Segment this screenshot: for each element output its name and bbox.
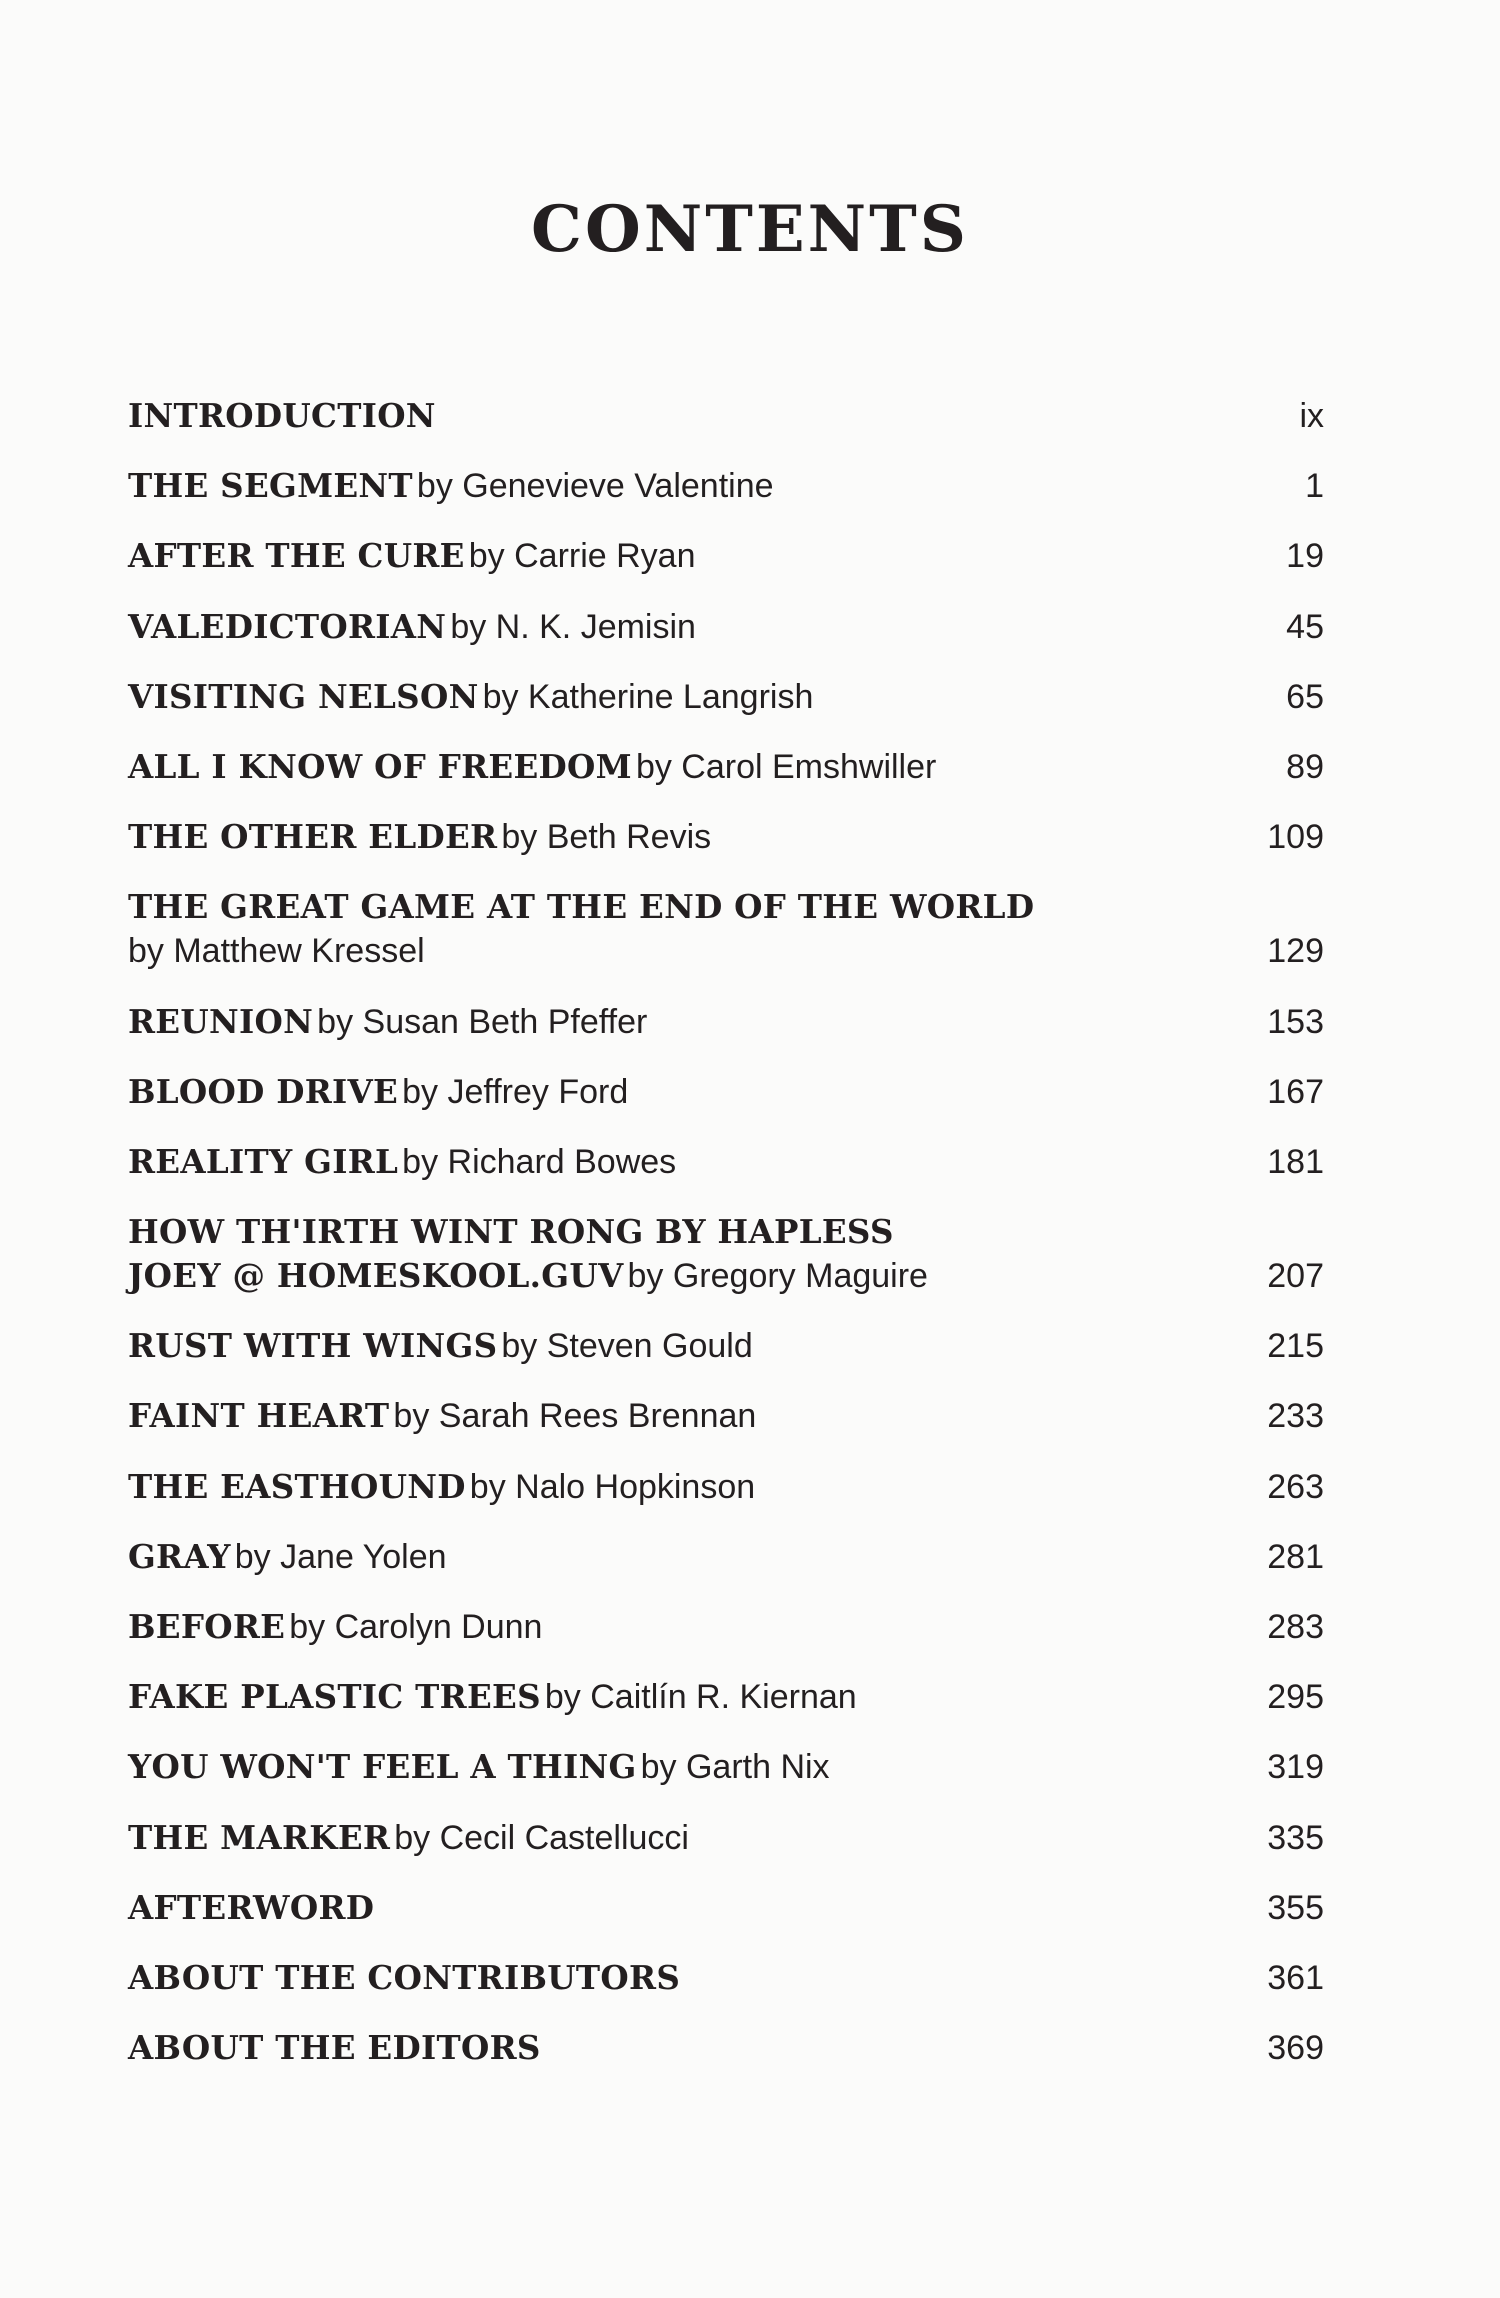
toc-entry: [128, 1394, 1324, 1438]
entry-page: 355: [1267, 1888, 1324, 1927]
entry-author: by Carrie Ryan: [468, 537, 696, 576]
entry-title: BLOOD DRIVE: [128, 1071, 399, 1111]
entry-page: 207: [1267, 1257, 1324, 1296]
page-title: CONTENTS: [531, 192, 969, 267]
entry-title: THE MARKER: [128, 1817, 391, 1857]
entry-page: 181: [1267, 1142, 1324, 1181]
entry-title: THE EASTHOUND: [128, 1466, 466, 1506]
entry-title: HOW TH'IRTH WINT RONG BY HAPLESS: [128, 1212, 894, 1252]
entry-title: AFTERWORD: [128, 1887, 375, 1927]
toc-entry: [128, 1886, 1324, 1930]
entry-author: by N. K. Jemisin: [450, 607, 696, 646]
entry-page: 129: [1267, 932, 1324, 971]
toc-entry: [128, 815, 1324, 859]
toc-entry: [128, 2026, 1324, 2070]
entry-author: by Jeffrey Ford: [402, 1072, 629, 1111]
entry-page: 45: [1286, 607, 1324, 646]
entry-author: by Carol Emshwiller: [635, 747, 937, 786]
entry-page: 263: [1267, 1467, 1324, 1506]
entry-title: ABOUT THE EDITORS: [128, 2028, 541, 2068]
entry-author: by Matthew Kressel: [128, 932, 425, 971]
entry-page: 335: [1267, 1818, 1324, 1857]
table-of-contents: [128, 394, 1324, 2096]
toc-entry: [128, 1675, 1324, 1719]
entry-page: 369: [1267, 2029, 1324, 2068]
entry-author: by Genevieve Valentine: [416, 467, 774, 506]
toc-entry: [128, 1324, 1324, 1368]
entry-title-continued: JOEY @ HOMESKOOL.GUV: [128, 1256, 624, 1296]
entry-title: BEFORE: [128, 1607, 286, 1646]
entry-title: VALEDICTORIAN: [128, 606, 447, 646]
entry-page: 233: [1267, 1397, 1324, 1436]
entry-author: by Nalo Hopkinson: [469, 1467, 756, 1506]
toc-entry: [128, 1816, 1324, 1860]
toc-entry: [128, 1745, 1324, 1789]
toc-entry: [128, 464, 1324, 508]
entry-author: by Cecil Castellucci: [394, 1818, 689, 1857]
entry-author: by Steven Gould: [501, 1327, 753, 1366]
entry-author: by Katherine Langrish: [482, 677, 814, 716]
entry-title: AFTER THE CURE: [128, 536, 465, 576]
entry-page: 283: [1267, 1608, 1324, 1646]
entry-author: by Caitlín R. Kiernan: [544, 1678, 857, 1717]
entry-title: THE OTHER ELDER: [128, 817, 498, 857]
toc-entry: [128, 1210, 1324, 1298]
toc-entry: [128, 745, 1324, 789]
toc-entry: [128, 675, 1324, 719]
entry-page: ix: [1299, 397, 1324, 435]
entry-title: FAKE PLASTIC TREES: [128, 1677, 541, 1717]
entry-page: 215: [1267, 1327, 1324, 1366]
entry-title: RUST WITH WINGS: [128, 1326, 498, 1366]
toc-entry: [128, 885, 1324, 973]
entry-title: THE SEGMENT: [128, 466, 413, 506]
entry-page: 361: [1267, 1958, 1324, 1997]
entry-author: by Susan Beth Pfeffer: [317, 1002, 648, 1041]
toc-entry: [128, 1605, 1324, 1649]
toc-entry: [128, 605, 1324, 649]
toc-entry: [128, 1070, 1324, 1114]
entry-page: 319: [1267, 1748, 1324, 1787]
entry-page: 167: [1267, 1072, 1324, 1111]
entry-page: 19: [1286, 537, 1324, 576]
entry-title: GRAY: [128, 1536, 231, 1576]
entry-title: YOU WON'T FEEL A THING: [128, 1747, 637, 1787]
entry-title: VISITING NELSON: [128, 676, 479, 716]
entry-author: by Jane Yolen: [234, 1537, 447, 1576]
toc-entry: [128, 394, 1324, 438]
toc-entry: [128, 534, 1324, 578]
entry-author: by Beth Revis: [501, 818, 712, 857]
toc-entry: [128, 1956, 1324, 2000]
entry-author: by Richard Bowes: [402, 1142, 677, 1181]
entry-author: by Garth Nix: [640, 1748, 830, 1787]
toc-entry: [128, 1140, 1324, 1184]
entry-title: REUNION: [128, 1001, 314, 1041]
entry-page: 295: [1267, 1678, 1324, 1717]
toc-entry: [128, 1465, 1324, 1509]
entry-author: by Carolyn Dunn: [289, 1608, 543, 1646]
entry-page: 281: [1267, 1537, 1324, 1576]
entry-author: by Gregory Maguire: [627, 1257, 928, 1296]
entry-page: 109: [1267, 818, 1324, 857]
entry-title: FAINT HEART: [128, 1396, 390, 1436]
entry-title: THE GREAT GAME AT THE END OF THE WORLD: [128, 887, 1035, 927]
entry-page: 1: [1305, 467, 1324, 506]
entry-page: 153: [1267, 1002, 1324, 1041]
entry-page: 65: [1286, 677, 1324, 716]
entry-author: by Sarah Rees Brennan: [393, 1397, 757, 1436]
entry-title: REALITY GIRL: [128, 1141, 399, 1181]
entry-title: INTRODUCTION: [128, 396, 436, 435]
entry-title: ALL I KNOW OF FREEDOM: [128, 746, 632, 786]
toc-entry: [128, 1000, 1324, 1044]
entry-page: 89: [1286, 747, 1324, 786]
toc-entry: [128, 1535, 1324, 1579]
entry-title: ABOUT THE CONTRIBUTORS: [128, 1957, 681, 1997]
